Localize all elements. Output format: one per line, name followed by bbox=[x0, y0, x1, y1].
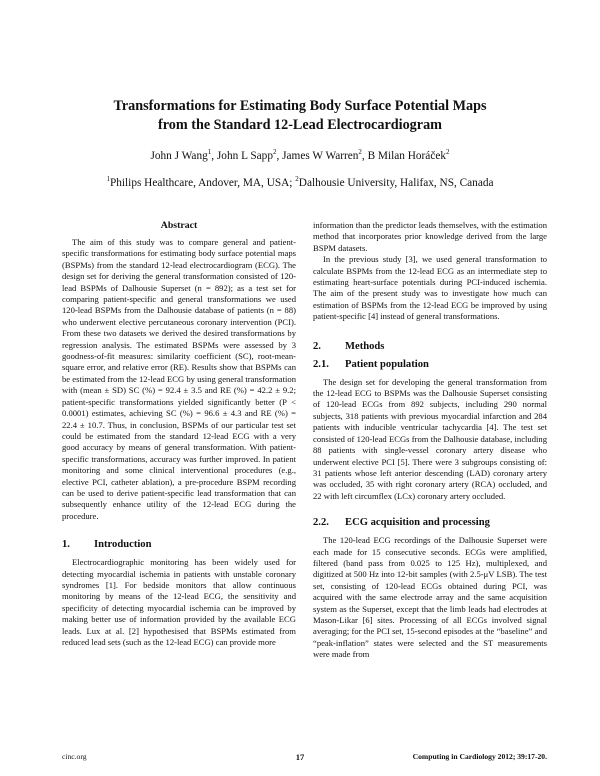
title-line-1: Transformations for Estimating Body Surface Potential Maps bbox=[113, 98, 487, 114]
left-column bbox=[62, 220, 296, 648]
ecg-acquisition-heading bbox=[313, 516, 547, 529]
title-line-2: from the Standard 12-Lead Electrocardiogram bbox=[158, 117, 442, 133]
section-number: 2. bbox=[313, 340, 321, 352]
abstract-heading: Abstract bbox=[160, 220, 198, 231]
section-number: 1. bbox=[62, 539, 70, 551]
paper-title bbox=[40, 97, 560, 135]
continued-paragraph: information than the predictor leads themselves, with the estimation method that incorporates prior knowledge derived from the large BSPM datasets. bbox=[313, 220, 547, 253]
affil-mark: 2 bbox=[295, 175, 299, 184]
subsection-number: 2.1. bbox=[313, 358, 329, 370]
abstract-paragraph: The aim of this study was to compare general and patient-specific transformations for estimating body surface potential maps (BSPMs) from the standard 12-lead electrocardiogram (ECG). The design set for deriving the general transformation consisted of 120-lead BSPMs of Dalhousie Superset (n = 892); as a test set for comparing patient-specific and general transformations we used 120-lead BSPMs from the Dalhousie database of patients (n = 88) who underwent elective percutaneous coronary intervention (PCI). From these two datasets we derived the desired transformations by regression analysis. The estimated BSPMs were assessed by 3 goodness-of-fit measures: similarity coefficient (SC), root-mean-square error, and relative error (RE). Results show that BSPMs can be estimated from the 12-lead ECG by using general transformation with (mean ± SD) SC (%) = 92.4 ± 3.5 and RE (%) = 42.2 ± 9.2; patient-specific transformations yielded significantly better (P < 0.0001) estimates, achieving SC (%) = 96.6 ± 4.3 and RE (%) = 22.4 ± 10.7. Thus, in conclusion, BSPMs of our particular test set could be estimated from the standard 12-lead ECG with a very good accuracy by means of general transformation. With patient-specific transformations, accuracy was further improved. In patient monitoring and some clinical interventional procedures (e.g., elective PCI, catheter ablation), a pre-procedure BSPM recording can be used to derive patient-specific lead transformation that can subsequently enhance utility of the 12-lead ECG during the procedure. bbox=[62, 237, 296, 521]
subsection-number: 2.2. bbox=[313, 517, 329, 529]
author-name: John L Sapp bbox=[216, 150, 273, 162]
author-list: John J Wang$^1$, John L Sapp$^2$, James W Warren$^2$, B Milan Horáček$^2$ bbox=[150, 148, 450, 162]
footer-website: cinc.org bbox=[62, 752, 87, 761]
subsection-title: Patient population bbox=[345, 358, 429, 370]
introduction-heading bbox=[62, 538, 296, 551]
author-affil-mark: 2 bbox=[272, 148, 277, 157]
page-number: 17 bbox=[295, 752, 305, 762]
author-name: B Milan Horáček bbox=[367, 150, 446, 162]
section-title: Methods bbox=[345, 340, 385, 352]
footer-citation: Computing in Cardiology 2012; 39:17-20. bbox=[412, 752, 547, 761]
subsection-title: ECG acquisition and processing bbox=[345, 517, 490, 529]
author-affil-mark: 2 bbox=[358, 148, 362, 157]
right-column bbox=[313, 220, 547, 661]
author-affil-mark: 2 bbox=[446, 148, 450, 157]
section-title: Introduction bbox=[94, 539, 152, 551]
affiliations bbox=[40, 176, 560, 190]
affil-mark: 1 bbox=[106, 175, 110, 184]
patient-population-heading bbox=[313, 358, 547, 371]
introduction-paragraph-2: In the previous study [3], we used general transformation to calculate BSPMs from the 12-lead ECG as an intermediate step to estimating heart-surface potentials during PCI-induced ischemia. The aim of the present study was to investigate how much can estimation of BSPMs from the 12-lead ECG be improved by using patient-specific [4] instead of general transformations. bbox=[313, 254, 547, 322]
author-affil-mark: 1 bbox=[207, 148, 212, 157]
affiliation-text: Philips Healthcare, Andover, MA, USA; bbox=[109, 177, 293, 189]
patient-population-paragraph: The design set for developing the general transformation from the 12-lead ECG to BSPMs was the Dalhousie Superset consisting of 120-lead ECGs from 892 subjects, including 290 normal subjects, 318 patients with previous myocardial infarction and 284 patients with inducible ventricular tachycardia [4]. The test set consisted of 120-lead ECGs from the Dalhousie database, including 88 patients with single-vessel coronary artery disease who underwent elective PCI [5]. There were 3 subgroups consisting of: 31 patients whose left anterior descending (LAD) coronary artery was occluded, 35 with right coronary artery (RCA) occluded, and 22 with left circumflex (LCx) coronary artery occluded. bbox=[313, 376, 547, 501]
affiliation-text: Dalhousie University, Halifax, NS, Canada bbox=[298, 177, 494, 189]
author-name: John J Wang bbox=[150, 150, 208, 162]
methods-heading bbox=[313, 340, 547, 353]
introduction-paragraph: Electrocardiographic monitoring has been widely used for detecting myocardial ischemia in patients with unstable coronary syndromes [1]. For bedside monitors that allow continuous monitoring by means of the 12-lead ECG, the sensitivity and specificity of detecting myocardial ischemia can be improved by making better use of information provided by the available ECG leads. Lux at al. [2] hypothesised that BSPMs estimated from reduced lead sets (such as the 12-lead ECG) can provide more bbox=[62, 557, 296, 647]
author-name: James W Warren bbox=[282, 150, 359, 162]
ecg-acquisition-paragraph: The 120-lead ECG recordings of the Dalhousie Superset were each made for 15 consecutive seconds. ECGs were amplified, filtered (band pass from 0.025 to 125 Hz), multiplexed, and digitized at 500 Hz into 12-bit samples (with 2.5-μV LSB). The test set, consisting of 120-lead ECGs obtained during PCI, was acquired with the same electrode array and the same acquisition system as the Superset, except that the limb leads had electrodes at Mason-Likar [6] sites. Processing of all ECGs involved signal averaging; for the PCI set, 15-second episodes at the “baseline” and “peak-inflation” states were selected and the ST measurements were made from bbox=[313, 535, 547, 660]
